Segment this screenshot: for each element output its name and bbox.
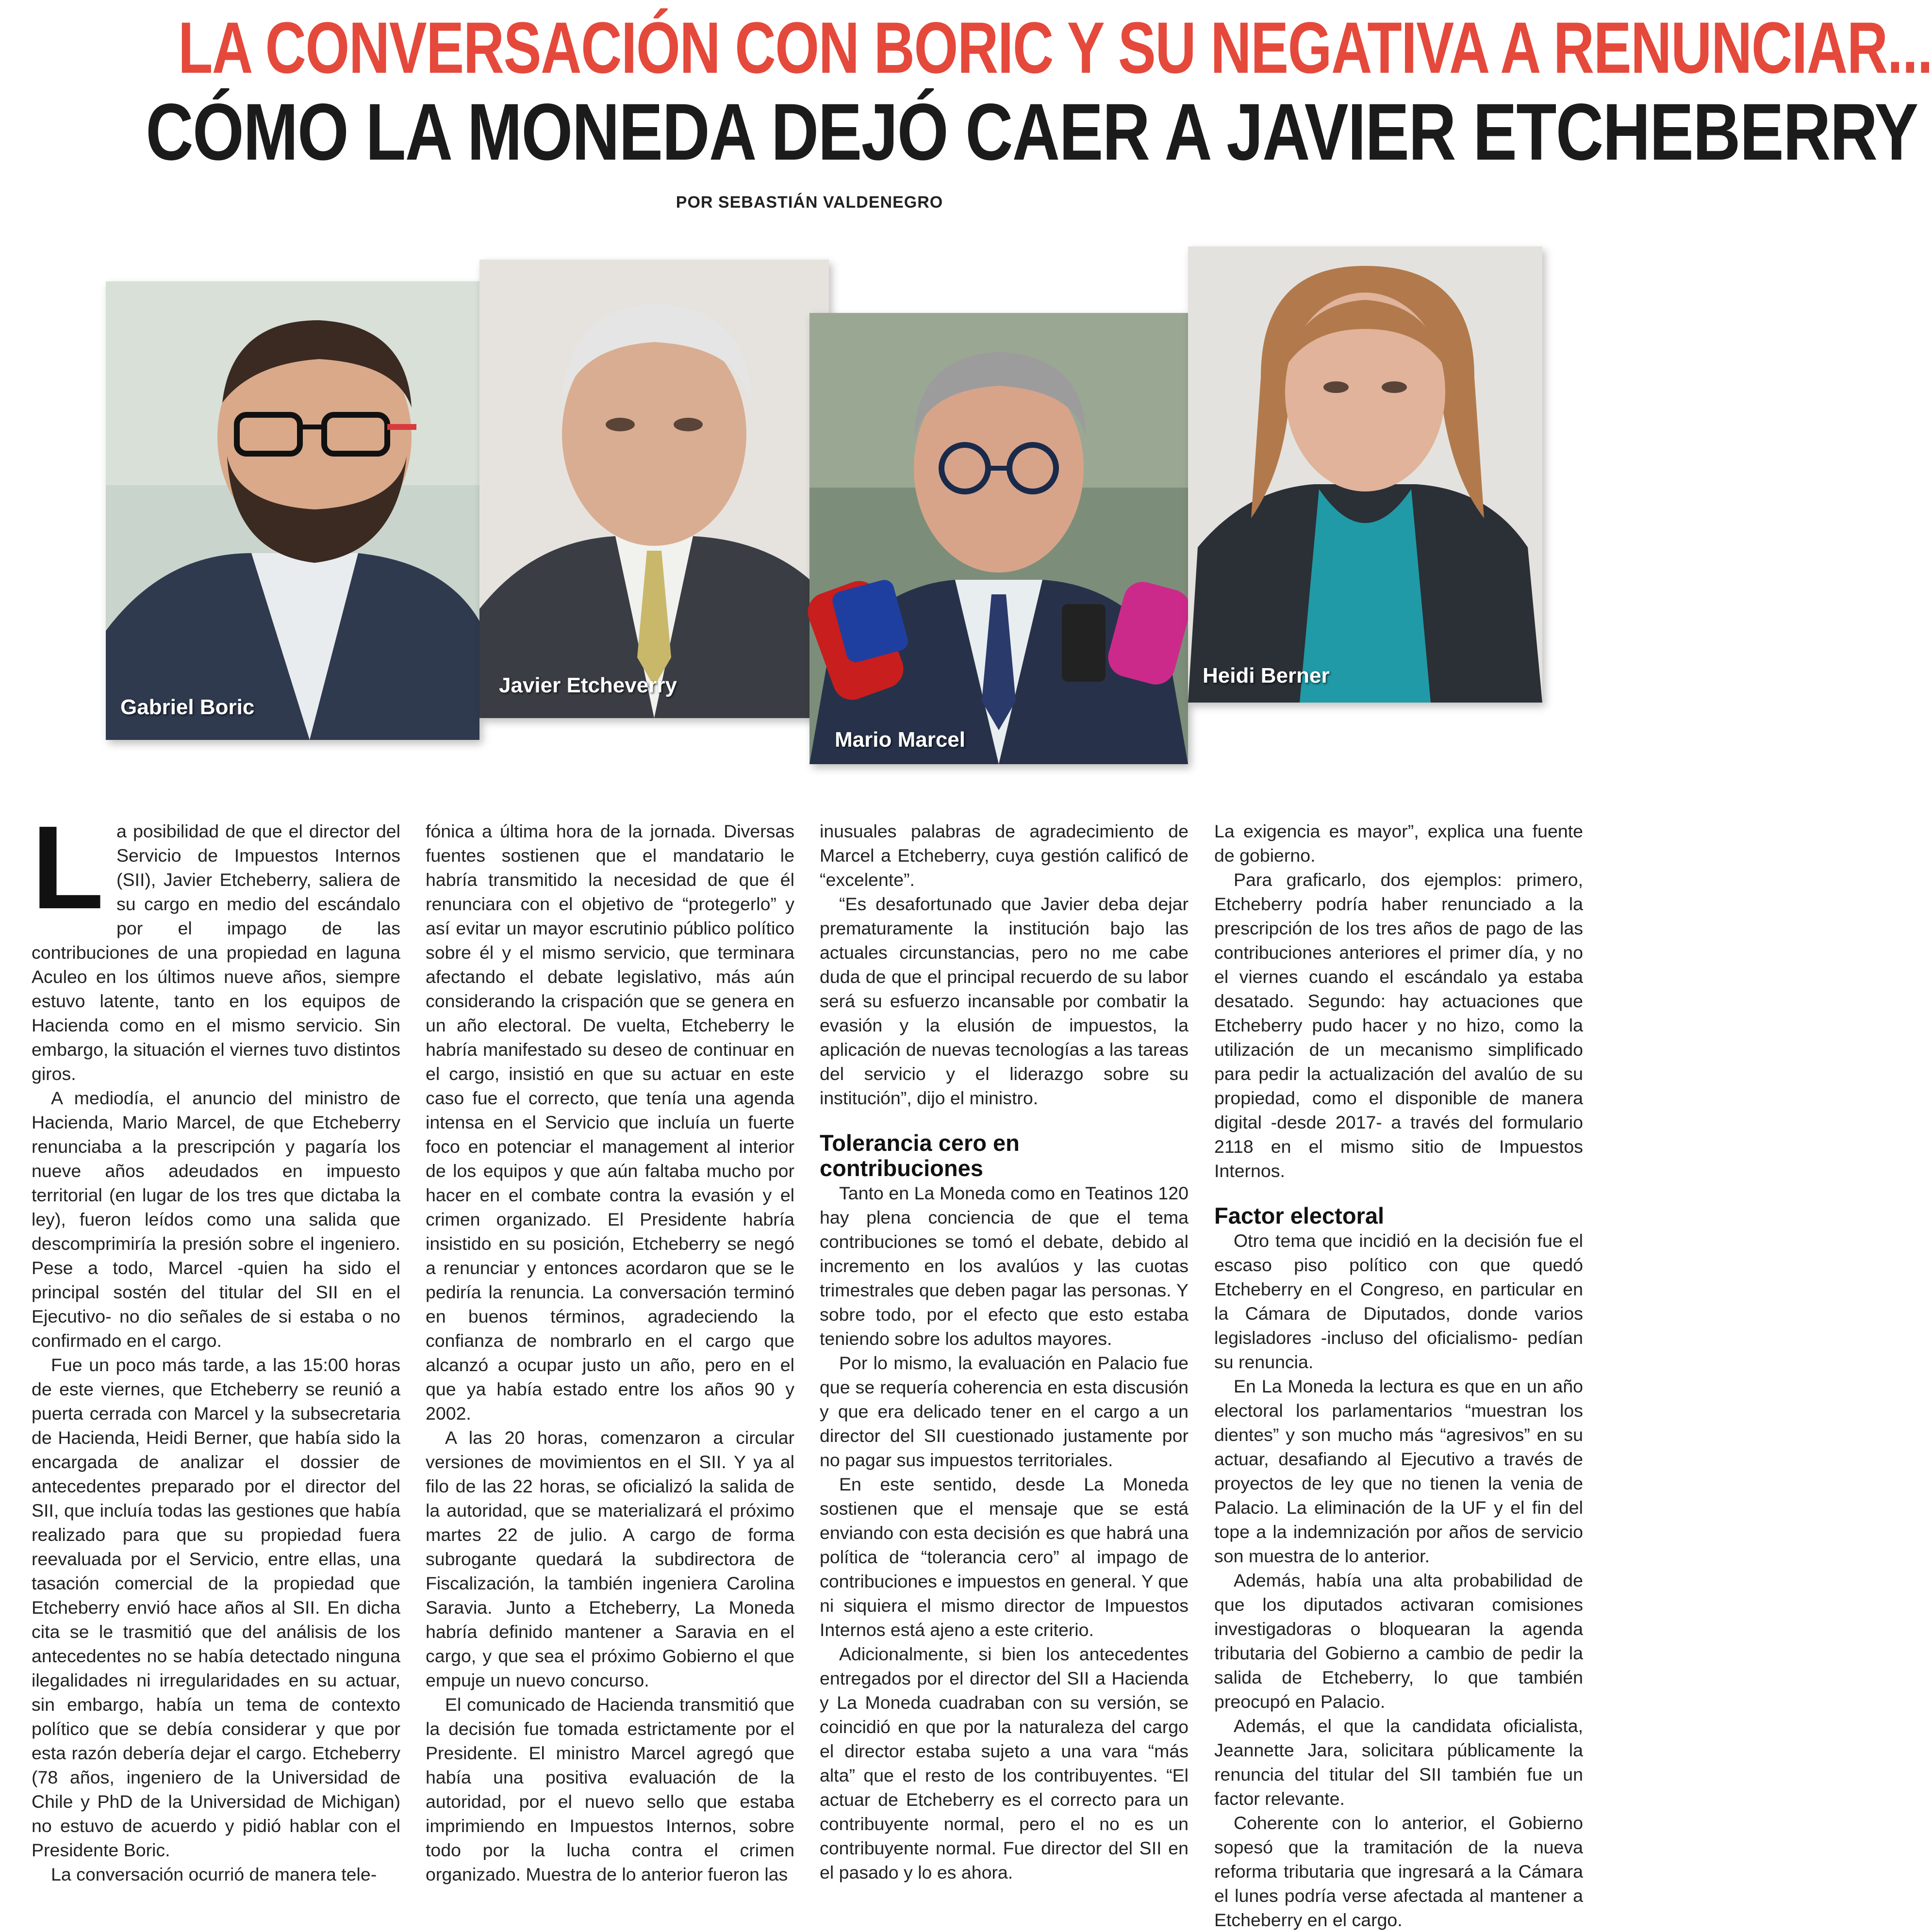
headline-title: CÓMO LA MONEDA DEJÓ CAER A JAVIER ETCHEBERRY: [146, 87, 1918, 177]
article-column-1: [32, 801, 400, 1886]
article-paragraph: Adicionalmente, si bien los antecedentes entregados por el director del SII a Hacienda y La Moneda cuadraban con su versión, se coincidió en que por la naturaleza del cargo el director estaba sujeto a una vara “más alta” que el resto de los contribuyentes. “El actuar de Etcheberry es el correcto para un contribuyente normal, pero el no es un contribuyente normal. Fue director del SII en el pasado y lo es ahora.: [820, 1644, 1189, 1883]
article-paragraph: La conversación ocurrió de manera tele-: [51, 1864, 377, 1884]
article-paragraph: a posibilidad de que el director del Servicio de Impuestos Internos (SII), Javier Etcheberry, saliera de su cargo en medio del escándalo por el impago de las contribuciones de una propiedad en laguna Aculeo en los últimos nueve años, siempre estuvo latente, tanto en los equipos de Hacienda como en el mismo servicio. Sin embargo, la situación el viernes tuvo distintos giros.: [32, 821, 400, 1084]
section-heading: Factor electoral: [1214, 1203, 1385, 1228]
photo-caption: Heidi Berner: [1203, 664, 1330, 688]
article-paragraph: El comunicado de Hacienda transmitió que la decisión fue tomada estrictamente por el Presidente. El ministro Marcel agregó que había una positiva evaluación de la autoridad, por el nuevo sello que estaba imprimiendo en Impuestos Internos, sobre todo por la lucha contra el crimen organizado. Muestra de lo anterior fueron las: [426, 1694, 794, 1884]
article-paragraph: Tanto en La Moneda como en Teatinos 120 hay plena conciencia de que el tema contribuciones se tomó el debate, debido al incremento en los avalúos y las cuotas trimestrales que deben pagar las personas. Y sobre todo, por el efecto que esto estaba teniendo sobre los adultos mayores.: [820, 1183, 1189, 1349]
portrait-illustration: [1188, 246, 1542, 703]
photo-caption: Gabriel Boric: [120, 695, 255, 719]
article-paragraph: A mediodía, el anuncio del ministro de Hacienda, Mario Marcel, de que Etcheberry renunciaba a la prescripción y pagaría los nueve años adeudados en impuesto territorial (en lugar de los tres que dictaba la ley), fueron leídos como una salida que descomprimiría la presión sobre el ingeniero. Pese a todo, Marcel -quien ha sido el principal sostén del titular del SII en el Ejecutivo- no dio señales de si estaba o no confirmado en el cargo.: [32, 1088, 400, 1351]
portrait-illustration: [106, 281, 479, 740]
article-paragraph: fónica a última hora de la jornada. Diversas fuentes sostienen que el mandatario le habría transmitido la necesidad de que él renunciara con el objetivo de “protegerlo” y así evitar un mayor escrutinio público político sobre él y el mismo servicio, que terminara afectando el debate legislativo, más aún considerando la crispación que se genera en un año electoral. De vuelta, Etcheberry le habría manifestado su deseo de continuar en el cargo, insistió en que su actuar en este caso fue el correcto, que tenía una agenda intensa en el Servicio que incluía un fuerte foco en potenciar el management al interior de los equipos y que aún faltaba mucho por hacer en el combate contra la evasión y el crimen organizado. El Presidente habría insistido en su posición, Etcheberry se negó a renunciar y entonces acordaron que se le pediría la renuncia. La conversación terminó en buenos términos, agradeciendo la confianza de nombrarlo en el cargo que alcanzó a ocupar justo un año, pero en el que ya había estado entre los años 90 y 2002.: [426, 821, 794, 1424]
article-paragraph: Otro tema que incidió en la decisión fue el escaso piso político con que quedó Etcheberry en el Congreso, en particular en la Cámara de Diputados, donde varios legisladores -incluso del oficialismo- pedían su renuncia.: [1214, 1230, 1583, 1372]
headline-kicker: LA CONVERSACIÓN CON BORIC Y SU NEGATIVA A RENUNCIAR...: [178, 7, 1932, 88]
section-heading: Tolerancia cero en contribuciones: [820, 1130, 1020, 1181]
article-paragraph: Además, el que la candidata oficialista, Jeannette Jara, solicitara públicamente la renuncia del titular del SII también fue un factor relevante.: [1214, 1716, 1583, 1809]
article-column-3: [820, 819, 1189, 1886]
dropcap: L: [32, 801, 104, 933]
article-paragraph: En La Moneda la lectura es que en un año electoral los parlamentarios “muestran los dientes” y son mucho más “agresivos” en su actuar, desafiando al Ejecutivo a través de proyectos de ley que no tienen la venia de Palacio. La eliminación de la UF y el fin del tope a la indemnización por años de servicio son muestra de lo anterior.: [1214, 1376, 1583, 1566]
article-paragraph: La exigencia es mayor”, explica una fuente de gobierno.: [1214, 821, 1583, 866]
photo-heidi-berner: [1188, 246, 1542, 703]
byline: POR SEBASTIÁN VALDENEGRO: [676, 193, 943, 212]
article-paragraph: Además, había una alta probabilidad de que los diputados activaran comisiones investigadoras o bloquearan la agenda tributaria del Gobierno a cambio de pedir la salida de Etcheberry, lo que también preocupó en Palacio.: [1214, 1570, 1583, 1712]
portrait-illustration: [809, 313, 1188, 764]
article-paragraph: Para graficarlo, dos ejemplos: primero, Etcheberry podría haber renunciado a la prescripción de los tres años de pago de las contribuciones anteriores el primer día, y no el viernes cuando el escándalo ya estaba desatado. Segundo: hay actuaciones que Etcheberry pudo hacer y no hizo, como la utilización de un mecanismo simplificado para pedir la actualización del avalúo de su propiedad, como el disponible de manera digital -desde 2017- a través del formulario 2118 en el mismo sitio de Impuestos Internos.: [1214, 869, 1583, 1181]
article-paragraph: inusuales palabras de agradecimiento de Marcel a Etcheberry, cuya gestión calificó de “excelente”.: [820, 821, 1189, 890]
photo-javier-etcheverry: [479, 260, 829, 718]
photo-caption: Mario Marcel: [835, 728, 965, 752]
article-paragraph: A las 20 horas, comenzaron a circular versiones de movimientos en el SII. Y ya al filo de las 22 horas, se oficializó la salida de la autoridad, que se materializará el próximo martes 22 de julio. A cargo de forma subrogante quedará la subdirectora de Fiscalización, la también ingeniera Carolina Saravia. Junto a Etcheberry, La Moneda habría definido mantener a Saravia en el cargo, y que sea el próximo Gobierno el que empuje un nuevo concurso.: [426, 1427, 794, 1690]
article-paragraph: En este sentido, desde La Moneda sostienen que el mensaje que se está enviando con esta decisión es que habrá una política de “tolerancia cero” al impago de contribuciones e impuestos en general. Y que ni siquiera el mismo director de Impuestos Internos está ajeno a este criterio.: [820, 1474, 1189, 1640]
article-paragraph: Coherente con lo anterior, el Gobierno sopesó que la tramitación de la nueva reforma tributaria que ingresará a la Cámara el lunes podría verse afectada al mantener a Etcheberry en el cargo.: [1214, 1813, 1583, 1930]
photo-gabriel-boric: [106, 281, 479, 740]
article-paragraph: Fue un poco más tarde, a las 15:00 horas de este viernes, que Etcheberry se reunió a puerta cerrada con Marcel y la subsecretaria de Hacienda, Heidi Berner, que había sido la encargada de analizar el dossier de antecedentes preparado por el director del SII, que incluía todas las gestiones que había realizado para que su propiedad fuera reevaluada por el Servicio, entre ellas, una tasación comercial de la propiedad que Etcheberry envió hace años al SII. En dicha cita se le trasmitió que del análisis de los antecedentes no se había detectado ninguna ilegalidades ni irregularidades en su actuar, sin embargo, había un tema de contexto político que se debía considerar y que por esta razón debería dejar el cargo. Etcheberry (78 años, ingeniero de la Universidad de Chile y PhD de la Universidad de Michigan) no estuvo de acuerdo y pidió hablar con el Presidente Boric.: [32, 1355, 400, 1860]
article-column-4: [1214, 819, 1583, 1930]
photo-caption: Javier Etcheverry: [499, 673, 677, 697]
photo-mario-marcel: [809, 313, 1188, 764]
portrait-illustration: [479, 260, 829, 718]
article-paragraph: Por lo mismo, la evaluación en Palacio fue que se requería coherencia en esta discusión y que era delicado tener en el cargo a un director del SII cuestionado justamente por no pagar sus impuestos territoriales.: [820, 1353, 1189, 1470]
article-paragraph: “Es desafortunado que Javier deba dejar prematuramente la institución bajo las actuales circunstancias, pero no me cabe duda de que el principal recuerdo de su labor será su esfuerzo incansable por combatir la evasión y la elusión de impuestos, la aplicación de nuevas tecnologías a las tareas del servicio y el liderazgo sobre su institución”, dijo el ministro.: [820, 894, 1189, 1108]
article-column-2: [426, 819, 794, 1886]
